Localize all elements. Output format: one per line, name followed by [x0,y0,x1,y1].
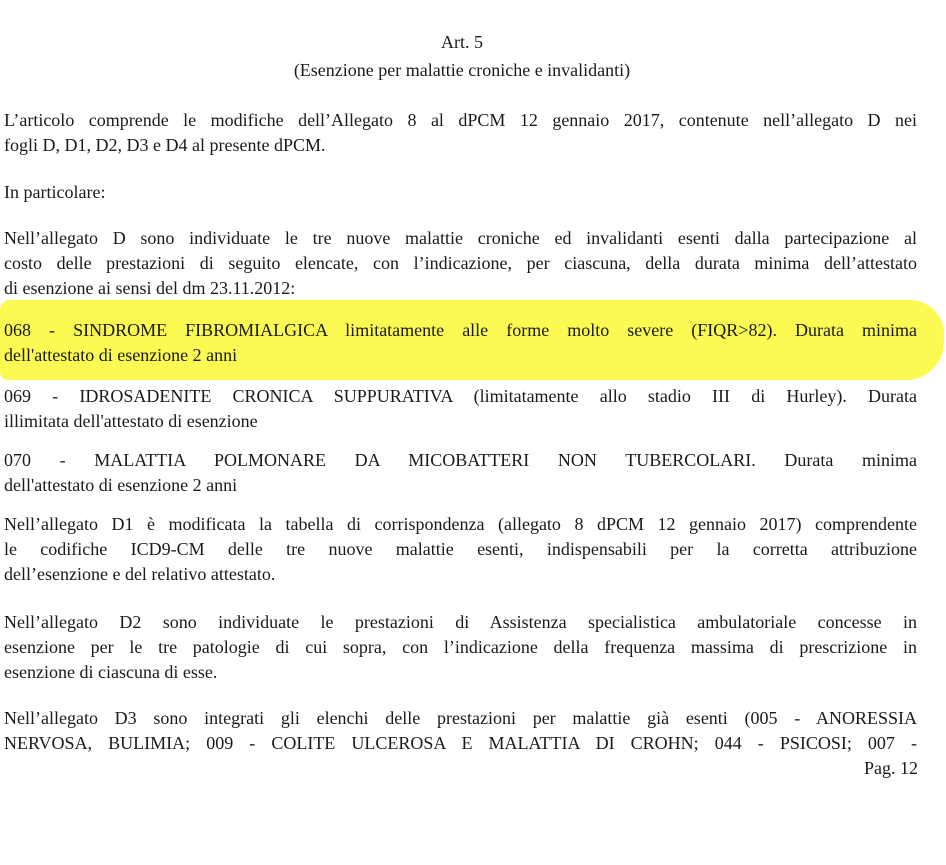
text-line: Nell’allegato D sono individuate le tre nuove malattie croniche ed invalidanti esenti dalla partecipazione al [4,228,917,248]
text-line: 069 - IDROSADENITE CRONICA SUPPURATIVA (limitatamente allo stadio III di Hurley). Durata [4,386,917,406]
text-line: 070 - MALATTIA POLMONARE DA MICOBATTERI NON TUBERCOLARI. Durata minima [4,450,917,470]
text-line: Nell’allegato D2 sono individuate le prestazioni di Assistenza specialistica ambulatoriale concesse in [4,612,917,632]
page-number: Pag. 12 [864,758,918,778]
text-line: costo delle prestazioni di seguito elencate, con l’indicazione, per ciascuna, della durata minima dell’attestato [4,253,917,273]
text-line: le codifiche ICD9-CM delle tre nuove malattie esenti, indispensabili per la corretta attribuzione [4,539,917,559]
text-line: dell'attestato di esenzione 2 anni [4,345,238,365]
paragraph-allegato-d3 [4,706,917,756]
text-line: In particolare: [4,182,106,202]
text-line: dell'attestato di esenzione 2 anni [4,475,238,495]
paragraph-allegato-d [4,226,917,301]
article-subtitle: (Esenzione per malattie croniche e invalidanti) [293,60,631,80]
text-line: L’articolo comprende le modifiche dell’Allegato 8 al dPCM 12 gennaio 2017, contenute nell’allegato D nei [4,110,917,130]
paragraph-allegato-d1 [4,512,917,587]
article-number: Art. 5 [441,32,483,52]
paragraph-intro [4,108,917,158]
text-line: Nell’allegato D1 è modificata la tabella di corrispondenza (allegato 8 dPCM 12 gennaio 2017) comprendente [4,514,917,534]
text-line: di esenzione ai sensi del dm 23.11.2012: [4,278,296,298]
text-line: dell’esenzione e del relativo attestato. [4,564,276,584]
paragraph-allegato-d2 [4,610,917,685]
paragraph-in-particolare [4,180,917,205]
text-line: Nell’allegato D3 sono integrati gli elenchi delle prestazioni per malattie già esenti (005 - ANORESSIA [4,708,917,728]
text-line: 068 - SINDROME FIBROMIALGICA limitatamente alle forme molto severe (FIQR>82). Durata minima [4,320,917,340]
text-line: illimitata dell'attestato di esenzione [4,411,258,431]
paragraph-070-micobatteri [4,448,917,498]
text-line: esenzione di ciascuna di esse. [4,662,218,682]
paragraph-068-fibromialgia [4,318,917,368]
text-line: esenzione per le tre patologie di cui sopra, con l’indicazione della frequenza massima di prescrizione in [4,637,917,657]
text-line: NERVOSA, BULIMIA; 009 - COLITE ULCEROSA E MALATTIA DI CROHN; 044 - PSICOSI; 007 - [4,733,917,753]
text-line: fogli D, D1, D2, D3 e D4 al presente dPCM. [4,135,326,155]
paragraph-069-idrosadenite [4,384,917,434]
